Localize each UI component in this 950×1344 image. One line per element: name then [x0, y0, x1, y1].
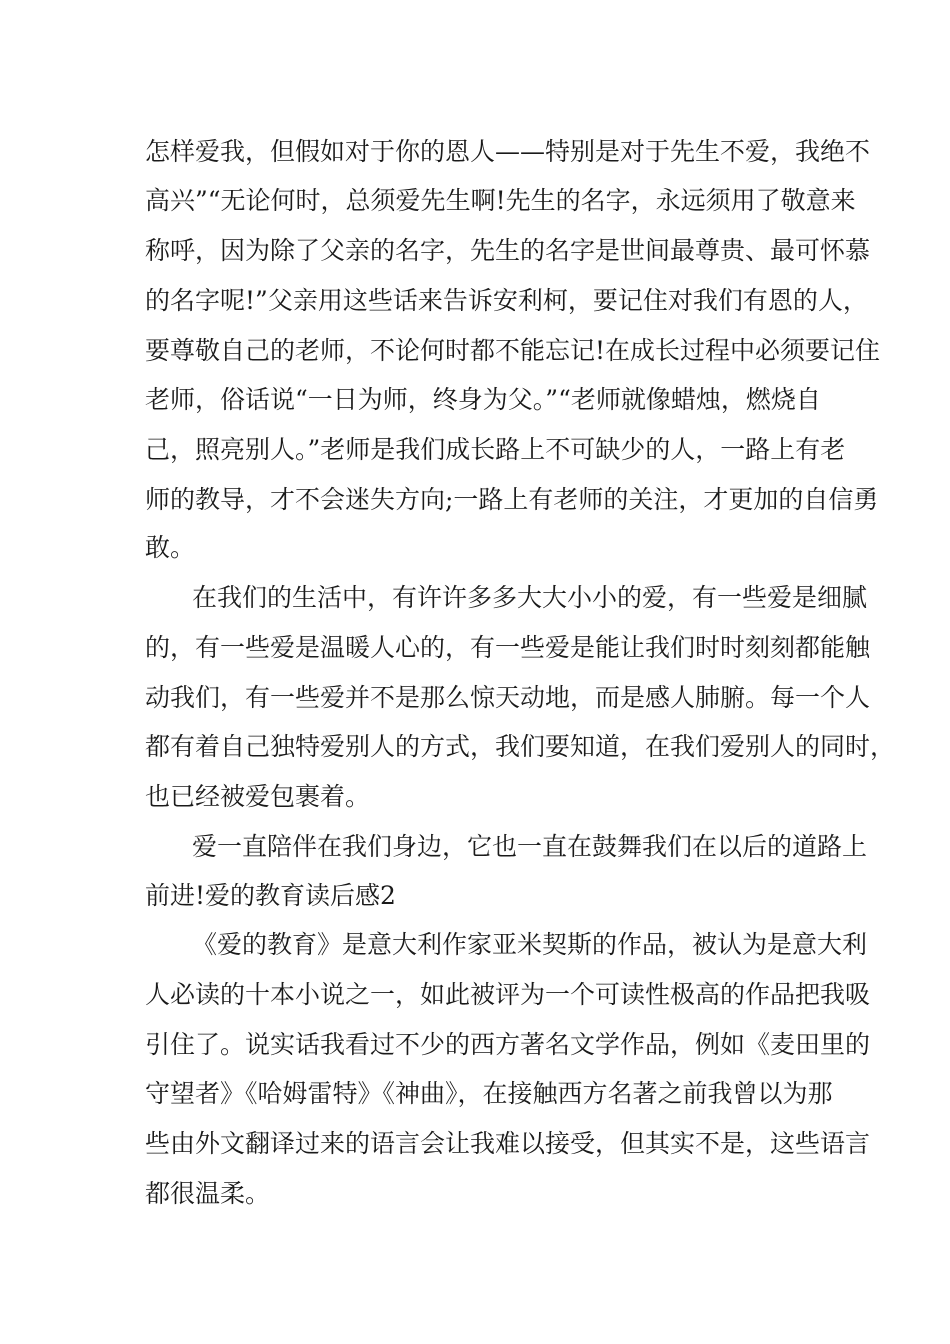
text-line: 的，有一些爱是温暖人心的，有一些爱是能让我们时时刻刻都能触	[145, 633, 871, 662]
text-line: 爱一直陪伴在我们身边，它也一直在鼓舞我们在以后的道路上	[192, 832, 868, 861]
text-line: 师的教导，才不会迷失方向;一路上有老师的关注，才更加的自信勇	[145, 485, 879, 514]
text-line: 的名字呢!”父亲用这些话来告诉安利柯，要记住对我们有恩的人，	[145, 286, 868, 315]
text-line: 都很温柔。	[145, 1179, 271, 1208]
text-line: 己，照亮别人。”老师是我们成长路上不可缺少的人，一路上有老	[145, 435, 846, 464]
text-line: 引住了。说实话我看过不少的西方著名文学作品，例如《麦田里的	[145, 1030, 871, 1059]
text-line: 老师，俗话说“一日为师，终身为父。”“老师就像蜡烛，燃烧自	[145, 385, 821, 414]
text-line: 人必读的十本小说之一，如此被评为一个可读性极高的作品把我吸	[145, 980, 871, 1009]
text-line: 称呼，因为除了父亲的名字，先生的名字是世间最尊贵、最可怀慕	[145, 236, 871, 265]
text-line: 动我们，有一些爱并不是那么惊天动地，而是感人肺腑。每一个人	[145, 683, 871, 712]
text-line: 高兴”“无论何时，总须爱先生啊!先生的名字，永远须用了敬意来	[145, 186, 856, 215]
text-line: 在我们的生活中，有许许多多大大小小的爱，有一些爱是细腻	[192, 583, 868, 612]
text-line: 都有着自己独特爱别人的方式，我们要知道，在我们爱别人的同时，	[145, 732, 896, 761]
text-line: 敢。	[145, 533, 196, 562]
text-line: 守望者》《哈姆雷特》《神曲》，在接触西方名著之前我曾以为那	[145, 1079, 833, 1108]
text-line: 要尊敬自己的老师，不论何时都不能忘记!在成长过程中必须要记住	[145, 336, 881, 365]
text-line: 前进!爱的教育读后感2	[145, 881, 396, 910]
text-line: 《爱的教育》是意大利作家亚米契斯的作品，被认为是意大利	[192, 930, 868, 959]
text-line: 怎样爱我，但假如对于你的恩人——特别是对于先生不爱，我绝不	[145, 137, 871, 166]
text-line: 也已经被爱包裹着。	[145, 782, 371, 811]
text-line: 些由外文翻译过来的语言会让我难以接受，但其实不是，这些语言	[145, 1129, 871, 1158]
